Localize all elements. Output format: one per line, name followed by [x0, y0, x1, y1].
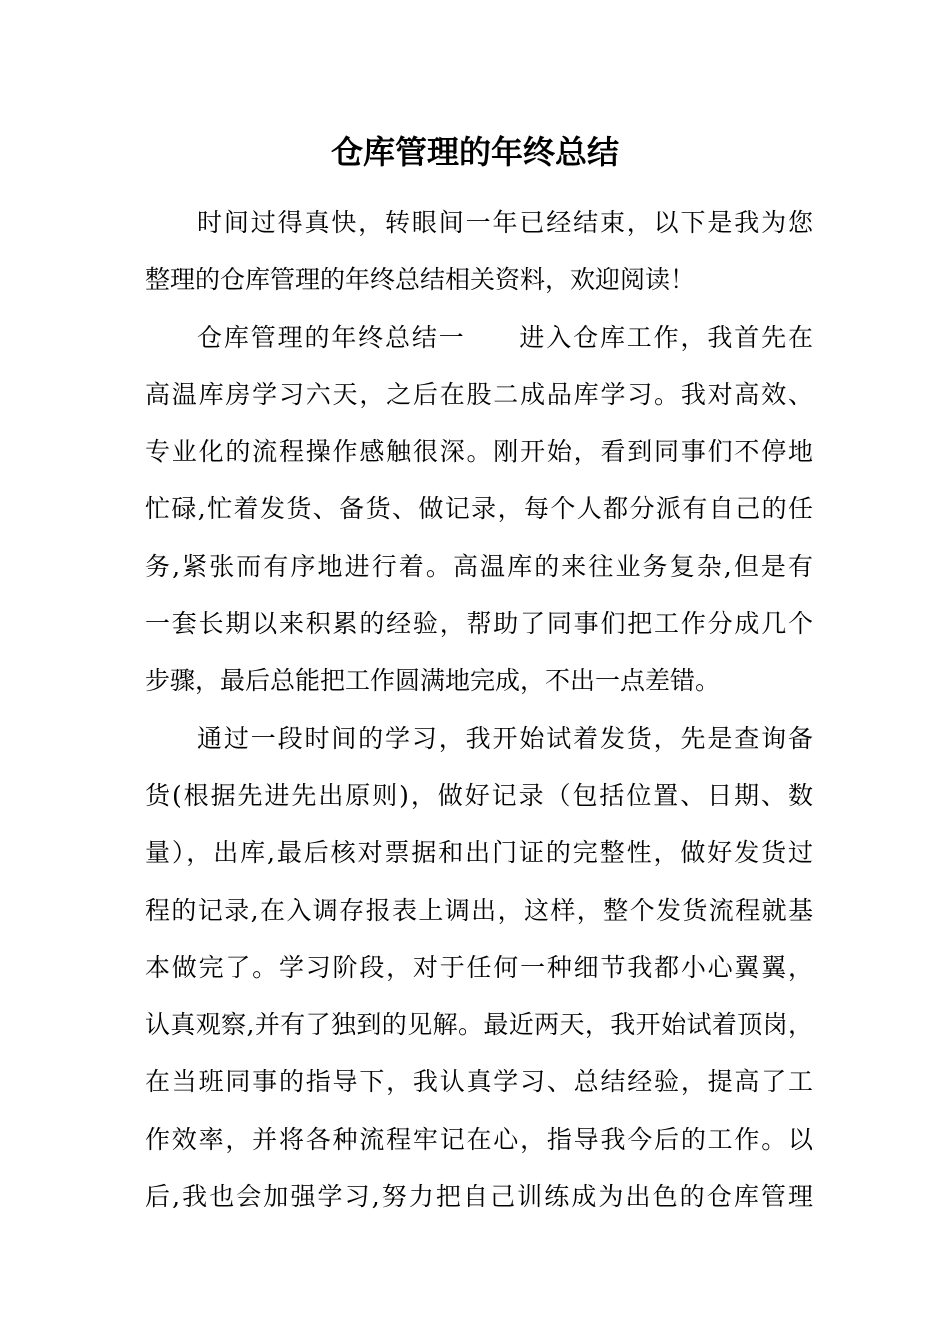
paragraph-2-line-6: 一套长期以来积累的经验，帮助了同事们把工作分成几个	[145, 609, 813, 639]
paragraph-2-line-7: 步骤，最后总能把工作圆满地完成，不出一点差错。	[145, 666, 721, 696]
paragraph-3-line-8: 作效率，并将各种流程牢记在心，指导我今后的工作。以	[145, 1124, 813, 1154]
paragraph-1-line-1: 时间过得真快，转眼间一年已经结束，以下是我为您	[197, 208, 813, 237]
document-title: 仓库管理的年终总结	[330, 133, 619, 171]
paragraph-2-line-4: 忙碌,忙着发货、备货、做记录，每个人都分派有自己的任	[145, 494, 813, 524]
paragraph-3-line-7: 在当班同事的指导下，我认真学习、总结经验，提高了工	[145, 1067, 813, 1097]
paragraph-2-line-5: 务,紧张而有序地进行着。高温库的来往业务复杂,但是有	[145, 551, 813, 581]
paragraph-1-line-2: 整理的仓库管理的年终总结相关资料，欢迎阅读！	[145, 265, 696, 295]
paragraph-2-line-3: 专业化的流程操作感触很深。刚开始，看到同事们不停地	[145, 437, 813, 467]
paragraph-2-line-1: 仓库管理的年终总结一 进入仓库工作，我首先在	[197, 322, 813, 352]
paragraph-3-line-1: 通过一段时间的学习，我开始试着发货，先是查询备	[197, 723, 813, 753]
document-body	[145, 194, 813, 1225]
paragraph-3-line-3: 量），出库,最后核对票据和出门证的完整性，做好发货过	[145, 838, 813, 868]
paragraph-3-line-2: 货(根据先进先出原则)，做好记录（包括位置、日期、数	[145, 780, 813, 810]
paragraph-3-line-6: 认真观察,并有了独到的见解。最近两天，我开始试着顶岗，	[145, 1010, 813, 1040]
paragraph-3-line-5: 本做完了。学习阶段，对于任何一种细节我都小心翼翼，	[145, 952, 813, 982]
paragraph-3-line-9: 后,我也会加强学习,努力把自己训练成为出色的仓库管理	[145, 1182, 813, 1212]
paragraph-2-line-2: 高温库房学习六天，之后在股二成品库学习。我对高效、	[145, 379, 813, 409]
paragraph-3-line-4: 程的记录,在入调存报表上调出，这样，整个发货流程就基	[145, 895, 813, 925]
